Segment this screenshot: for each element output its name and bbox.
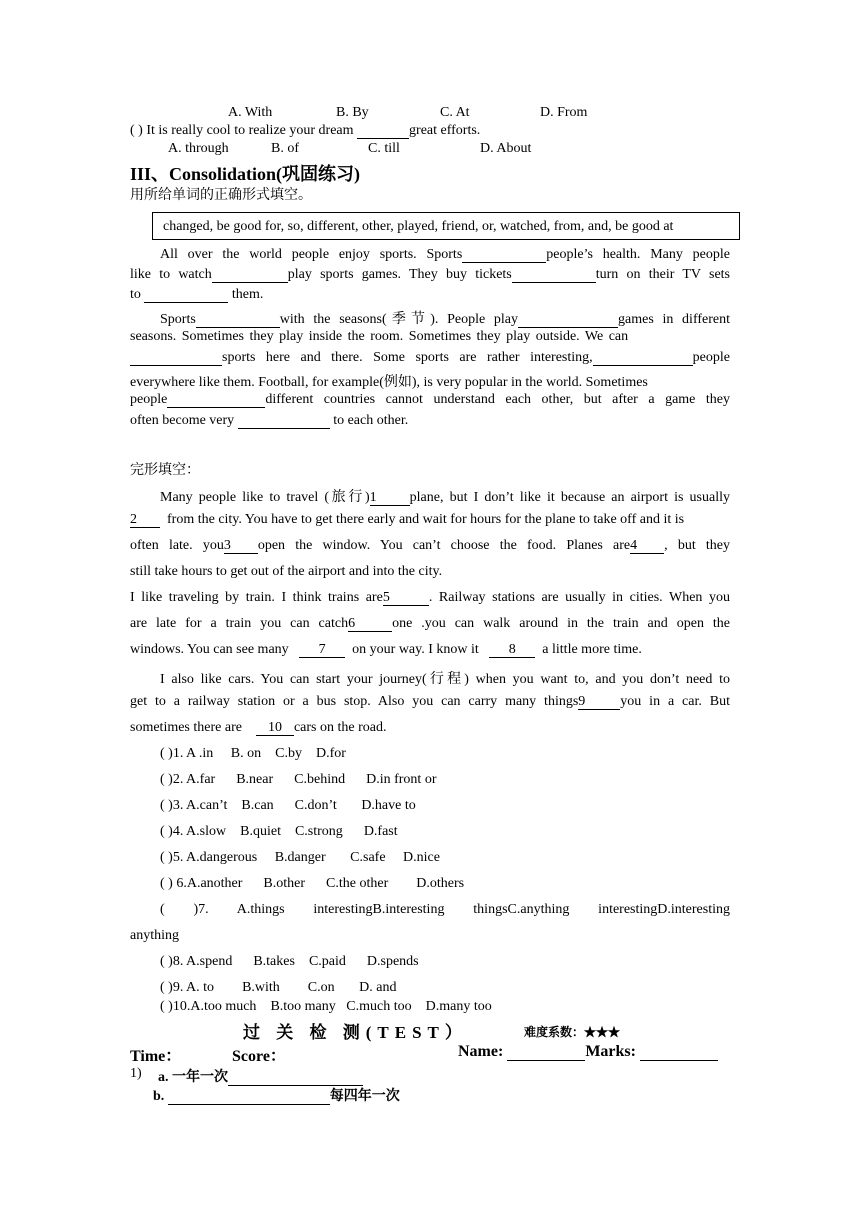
passage-line: people different countries cannot understand each other, but after a game they: [130, 392, 730, 407]
cloze-line: sometimes there are 10 cars on the road.: [130, 720, 387, 735]
answer-paren[interactable]: ( ): [160, 999, 173, 1014]
cloze-question: ( )10.A.too much B.too many C.much too D.many too: [160, 999, 492, 1014]
word-bank: changed, be good for, so, different, other, played, friend, or, watched, from, and, be good at: [163, 219, 674, 234]
cloze-line: still take hours to get out of the airport and into the city.: [130, 564, 443, 579]
cloze-blank-2[interactable]: 2: [130, 513, 160, 528]
passage-line: sports here and there. Some sports are rather interesting, people: [130, 350, 730, 366]
cloze-line: I like traveling by train. I think trains are5 . Railway stations are usually in cities. When you: [130, 590, 730, 605]
time-label: Time：: [130, 1048, 182, 1065]
cloze-blank-10[interactable]: 10: [256, 721, 294, 736]
answer-paren[interactable]: ( ): [130, 123, 143, 138]
passage-line: Sports with the seasons(季节). People play games in different: [160, 312, 730, 327]
answer-blank[interactable]: [168, 1090, 330, 1105]
cloze-blank-3[interactable]: 3: [224, 539, 258, 554]
fill-blank[interactable]: [593, 351, 693, 366]
cloze-title: 完形填空：: [130, 463, 200, 478]
cloze-line: often late. you3 open the window. You can’t choose the food. Planes are4 , but they: [130, 538, 730, 553]
cloze-line: I also like cars. You can start your journey(行程) when you want to, and you don’t need to: [160, 672, 730, 687]
answer-paren[interactable]: ( ): [160, 954, 173, 969]
option-a: A. With: [228, 105, 273, 120]
cloze-blank-9[interactable]: 9: [578, 695, 620, 710]
difficulty-rating: 难度系数：★★★: [524, 1025, 621, 1039]
item-b: b. 每四年一次: [153, 1089, 400, 1104]
cloze-question: ( )2. A.far B.near C.behind D.in front or: [160, 772, 437, 787]
passage-line: All over the world people enjoy sports. Sports people’s health. Many people: [160, 247, 730, 262]
option-a: A. through: [168, 141, 229, 156]
answer-paren[interactable]: ( ): [160, 798, 173, 813]
cloze-question: ( )3. A.can’t B.can C.don’t D.have to: [160, 798, 416, 813]
answer-paren[interactable]: ( ): [160, 850, 173, 865]
fill-blank[interactable]: [518, 313, 618, 328]
fill-blank[interactable]: [512, 268, 596, 283]
cloze-line: are late for a train you can catch6 one .you can walk around in the train and open the: [130, 616, 730, 631]
passage-line: to them.: [130, 287, 264, 302]
cloze-blank-5[interactable]: 5: [383, 591, 429, 606]
name-field: Name: Marks:: [458, 1043, 718, 1061]
fill-blank[interactable]: [130, 351, 222, 366]
cloze-question: ( )9. A. to B.with C.on D. and: [160, 980, 397, 995]
option-b: B. By: [336, 105, 369, 120]
answer-paren[interactable]: ( ): [160, 980, 173, 995]
cloze-question-cont: anything: [130, 928, 179, 943]
option-d: D. From: [540, 105, 588, 120]
cloze-line: Many people like to travel (旅行)1 plane, but I don’t like it because an airport is usually: [160, 490, 730, 505]
answer-paren[interactable]: ( ): [160, 902, 199, 917]
cloze-blank-8[interactable]: 8: [489, 643, 535, 658]
option-c: C. till: [368, 141, 400, 156]
cloze-question: ( )7. A.things interestingB.interesting thingsC.anything interestingD.interesting: [130, 902, 730, 918]
fill-blank[interactable]: [212, 268, 288, 283]
fill-blank[interactable]: [144, 288, 228, 303]
section-instruction: 用所给单词的正确形式填空。: [130, 188, 312, 203]
cloze-blank-7[interactable]: 7: [299, 643, 345, 658]
answer-paren[interactable]: ( ): [160, 746, 173, 761]
question-efforts: ( ) It is really cool to realize your dream great efforts.: [130, 123, 481, 138]
cloze-line: windows. You can see many 7 on your way. I know it 8 a little more time.: [130, 642, 642, 657]
answer-paren[interactable]: ( ): [160, 876, 173, 891]
section-title: III、Consolidation(巩固练习): [130, 164, 361, 184]
cloze-question: ( )4. A.slow B.quiet C.strong D.fast: [160, 824, 398, 839]
answer-paren[interactable]: ( ): [160, 824, 173, 839]
cloze-line: get to a railway station or a bus stop. Also you can carry many things9 you in a car. But: [130, 694, 730, 709]
answer-blank[interactable]: [228, 1071, 363, 1086]
cloze-blank-1[interactable]: 1: [370, 491, 410, 506]
test-title: 过 关 检 测(TEST）: [243, 1023, 468, 1042]
item-a: a. 一年一次: [158, 1066, 363, 1086]
fill-blank[interactable]: [167, 393, 265, 408]
marks-label: Marks:: [585, 1043, 640, 1060]
cloze-question: ( )5. A.dangerous B.danger C.safe D.nice: [160, 850, 440, 865]
cloze-line: 2 from the city. You have to get there early and wait for hours for the plane to take off and it is: [130, 512, 685, 527]
fill-blank[interactable]: [238, 414, 330, 429]
item-number: 1): [130, 1066, 142, 1081]
cloze-question: ( )1. A .in B. on C.by D.for: [160, 746, 346, 761]
score-label: Score：: [232, 1048, 286, 1065]
option-b: B. of: [271, 141, 299, 156]
option-c: C. At: [440, 105, 470, 120]
cloze-blank-4[interactable]: 4: [630, 539, 664, 554]
fill-blank[interactable]: [462, 248, 546, 263]
marks-blank[interactable]: [640, 1044, 718, 1061]
cloze-question: ( )8. A.spend B.takes C.paid D.spends: [160, 954, 419, 969]
option-d: D. About: [480, 141, 532, 156]
cloze-blank-6[interactable]: 6: [348, 617, 392, 632]
passage-line: like to watch play sports games. They buy tickets turn on their TV sets: [130, 267, 730, 282]
name-blank[interactable]: [507, 1044, 585, 1061]
word-bank-box: [152, 212, 740, 240]
fill-blank[interactable]: [196, 313, 280, 328]
answer-blank[interactable]: [357, 124, 409, 139]
cloze-question: ( ) 6.A.another B.other C.the other D.others: [160, 876, 465, 891]
answer-paren[interactable]: ( ): [160, 772, 173, 787]
passage-line: everywhere like them. Football, for example(例如), is very popular in the world. Sometimes: [130, 375, 648, 390]
passage-line: often become very to each other.: [130, 413, 409, 428]
passage-line: seasons. Sometimes they play inside the room. Sometimes they play outside. We can: [130, 329, 629, 344]
